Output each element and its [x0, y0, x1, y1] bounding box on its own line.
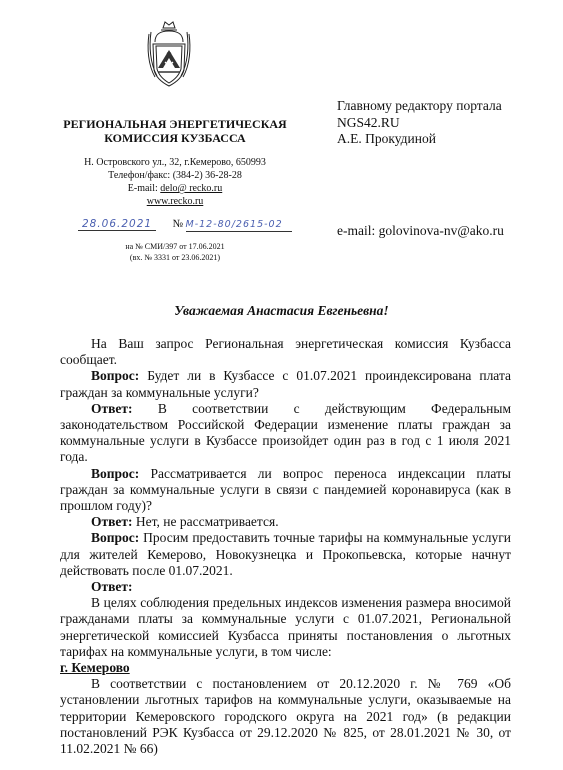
email-label: E-mail: — [127, 183, 161, 194]
answer-1 — [60, 401, 511, 466]
question-label: Вопрос: — [91, 465, 140, 481]
question-text: Рассматривается ли вопрос переноса индексации платы граждан за коммунальные услуги в связи с пандемией коронавируса (как в прошлом году)? — [60, 465, 511, 514]
answer-text: В соответствии с действующим Федеральным законодательством Российской Федерации изменение платы граждан за коммунальные услуги в Кузбассе произойдет один раз в год с 1 июля 2021 года. — [60, 400, 511, 465]
incoming-reference — [55, 241, 295, 263]
organization-name-line2: КОМИССИЯ КУЗБАССА — [104, 131, 246, 145]
registration-date: 28.06.2021 — [78, 218, 156, 231]
answer-label: Ответ: — [91, 400, 133, 416]
organization-contacts — [55, 156, 295, 208]
address: Н. Островского ул., 32, г.Кемерово, 650993 — [84, 157, 266, 168]
email-link[interactable]: delo@ recko.ru — [160, 183, 223, 194]
recipient-line3: А.Е. Прокудиной — [337, 131, 436, 146]
kuzbass-coat-of-arms-emblem — [146, 20, 192, 90]
reference-line2: (вх. № 3331 от 23.06.2021) — [129, 253, 221, 262]
question-3 — [60, 530, 511, 579]
reference-line1: на № СМИ/397 от 17.06.2021 — [125, 242, 225, 251]
organization-name — [55, 117, 295, 145]
kemerovo-paragraph: В соответствии с постановлением от 20.12.2020 г. № 769 «Об установлении льготных тарифов на коммунальные услуги, оказываемые на территории Кемеровского городского округа на 2021 год» (в редакции постановлений РЭК Кузбасса от 29.12.2020 № 825, от 28.01.2021 № 30, от 11.02.2021 № 66) — [60, 676, 511, 757]
answer-text: Нет, не рассматривается. — [132, 514, 279, 530]
answer-3 — [60, 579, 511, 595]
website-link[interactable]: www.recko.ru — [146, 196, 204, 207]
phone-fax: Телефон/факс: (384-2) 36-28-28 — [108, 170, 242, 181]
tariffs-paragraph: В целях соблюдения предельных индексов изменения размера вносимой гражданами платы за коммунальные услуги с 01.07.2021, Региональной энергетической комиссией Кузбасса приняты постановления о льготных тарифах на коммунальные услуги, в том числе: — [60, 595, 511, 659]
recipient-line2: NGS42.RU — [337, 114, 400, 130]
answer-label: Ответ: — [91, 514, 133, 530]
question-2 — [60, 466, 511, 515]
recipient-email: e-mail: golovinova-nv@ako.ru — [337, 223, 504, 238]
recipient-block — [337, 98, 502, 148]
greeting: Уважаемая Анастасия Евгеньевна! — [174, 303, 389, 318]
recipient-line1: Главному редактору портала — [337, 98, 502, 113]
answer-2 — [60, 514, 511, 530]
question-text: Будет ли в Кузбассе с 01.07.2021 проиндексирована плата граждан за коммунальные услуги? — [60, 368, 511, 400]
city-heading: г. Кемерово — [60, 660, 130, 676]
question-text: Просим предоставить точные тарифы на коммунальные услуги для жителей Кемерово, Новокузнецка и Прокопьевска, которые начнут действовать после 01.07.2021. — [60, 530, 511, 578]
organization-name-line1: РЕГИОНАЛЬНАЯ ЭНЕРГЕТИЧЕСКАЯ — [63, 117, 287, 131]
intro-paragraph: На Ваш запрос Региональная энергетическая комиссия Кузбасса сообщает. — [60, 336, 511, 368]
registration-line — [78, 218, 308, 232]
letter-body — [60, 336, 511, 757]
question-label: Вопрос: — [91, 530, 140, 546]
registration-number-label: № — [172, 218, 183, 230]
question-1 — [60, 368, 511, 400]
email-line — [55, 182, 295, 195]
question-label: Вопрос: — [91, 368, 140, 384]
answer-label: Ответ: — [91, 579, 133, 595]
registration-number: М-12-80/2615-02 — [186, 219, 292, 232]
